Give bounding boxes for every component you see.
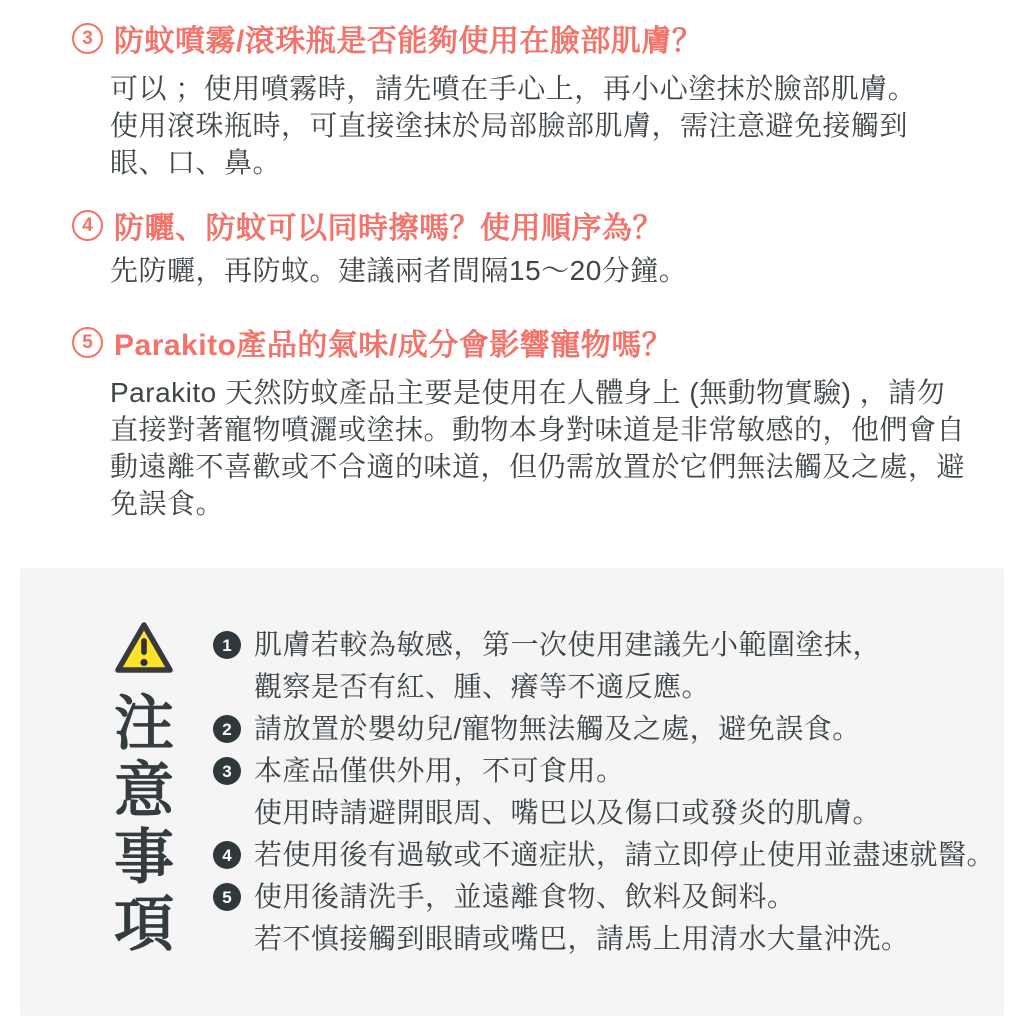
notice-title-char: 注 — [114, 690, 174, 757]
answer-line: 眼、口、鼻。 — [110, 147, 282, 178]
faq-answer-3 — [110, 70, 916, 181]
answer-line: Parakito 天然防蚊產品主要是使用在人體身上 (無動物實驗) ，請勿 — [110, 377, 946, 408]
notice-line: 請放置於嬰幼兒/寵物無法觸及之處，避免誤食。 — [254, 713, 861, 744]
circled-number-5: 5 — [72, 327, 103, 358]
faq-question-3-title: 防蚊噴霧/滾珠瓶是否能夠使用在臉部肌膚？ — [114, 25, 703, 58]
faq-question-5-title: Parakito產品的氣味/成分會影響寵物嗎？ — [114, 329, 673, 362]
notice-line: 若不慎接觸到眼睛或嘴巴，請馬上用清水大量沖洗。 — [254, 923, 910, 954]
badge-number-2: 2 — [213, 715, 241, 743]
notice-item-list — [213, 624, 995, 960]
answer-line: 免誤食。 — [110, 488, 225, 519]
notice-item-2 — [213, 708, 995, 750]
faq-answer-5 — [110, 374, 965, 522]
notice-item-text — [254, 876, 910, 960]
notice-item-text — [254, 750, 881, 834]
notice-item-5 — [213, 876, 995, 960]
notice-item-1 — [213, 624, 995, 708]
answer-line: 可以 ；使用噴霧時，請先噴在手心上，再小心塗抹於臉部肌膚。 — [110, 73, 917, 104]
badge-number-5: 5 — [213, 883, 241, 911]
notice-panel — [20, 568, 1004, 1016]
notice-item-text — [254, 624, 881, 708]
notice-item-4 — [213, 834, 995, 876]
circled-number-4: 4 — [72, 210, 103, 241]
notice-line: 肌膚若較為敏感，第一次使用建議先小範圍塗抹， — [254, 629, 882, 660]
badge-number-1: 1 — [213, 631, 241, 659]
badge-number-4: 4 — [213, 841, 241, 869]
faq-question-4-title: 防曬、防蚊可以同時擦嗎？使用順序為？ — [114, 212, 663, 245]
notice-line: 觀察是否有紅、腫、癢等不適反應。 — [254, 671, 711, 702]
notice-line: 若使用後有過敏或不適症狀，請立即停止使用並盡速就醫。 — [254, 839, 996, 870]
notice-title-char: 項 — [114, 891, 174, 958]
notice-title-vertical — [111, 690, 177, 958]
warning-triangle-icon — [112, 619, 176, 677]
notice-line: 使用後請洗手，並遠離食物、飲料及飼料。 — [254, 881, 796, 912]
answer-line: 使用滾珠瓶時，可直接塗抹於局部臉部肌膚，需注意避免接觸到 — [110, 110, 909, 141]
faq-question-3-heading — [72, 16, 702, 60]
notice-line: 使用時請避開眼周、嘴巴以及傷口或發炎的肌膚。 — [254, 797, 882, 828]
answer-line: 先防曬，再防蚊。建議兩者間隔15～20分鐘。 — [110, 255, 688, 286]
notice-title-char: 意 — [114, 757, 174, 824]
faq-question-5-heading — [72, 320, 672, 364]
faq-question-4-heading — [72, 203, 663, 247]
notice-item-text — [254, 708, 861, 750]
answer-line: 動遠離不喜歡或不合適的味道，但仍需放置於它們無法觸及之處，避 — [110, 451, 966, 482]
notice-title-char: 事 — [114, 824, 174, 891]
badge-number-3: 3 — [213, 757, 241, 785]
notice-item-text — [254, 834, 995, 876]
circled-number-3: 3 — [72, 23, 103, 54]
notice-item-3 — [213, 750, 995, 834]
answer-line: 直接對著寵物噴灑或塗抹。動物本身對味道是非常敏感的，他們會自 — [110, 414, 966, 445]
notice-line: 本產品僅供外用，不可食用。 — [254, 755, 625, 786]
faq-answer-4 — [110, 252, 687, 289]
